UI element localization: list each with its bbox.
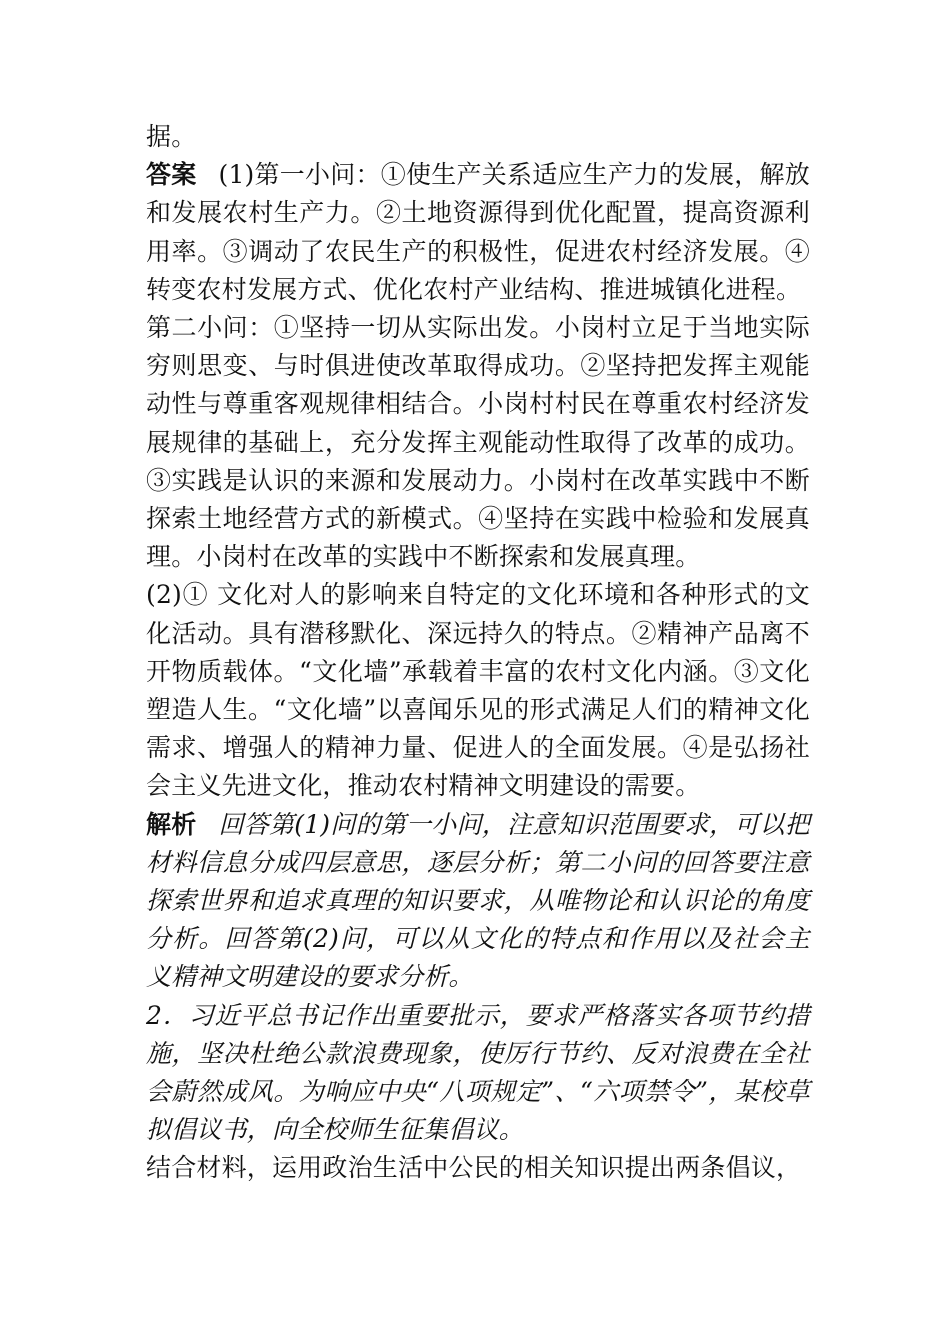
answer-q1-first-part: (1)第一小问：①使生产关系适应生产力的发展，解放和发展农村生产力。②土地资源得到优化配置，提高资源利用率。③调动了农民生产的积极性，促进农村经济发展。④转变农村发展方式、优化农村产业结构、推进城镇化进程。 — [146, 160, 810, 304]
paragraph-continuation: 据。 — [146, 122, 197, 151]
answer-paragraph — [146, 156, 810, 309]
question-2: 2．习近平总书记作出重要批示，要求严格落实各项节约措施，坚决杜绝公款浪费现象，使厉行节约、反对浪费在全社会蔚然成风。为响应中央“八项规定”、“六项禁令”，某校草拟倡议书，向全校师生征集倡议。 — [146, 1000, 810, 1145]
question-2-prompt: 结合材料，运用政治生活中公民的相关知识提出两条倡议， — [146, 1153, 802, 1183]
analysis-text: 回答第(1)问的第一小问，注意知识范围要求，可以把材料信息分成四层意思，逐层分析；第二小问的回答要注意探索世界和追求真理的知识要求，从唯物论和认识论的角度分析。回答第(2)问，可以从文化的特点和作用以及社会主义精神文明建设的要求分析。 — [146, 809, 810, 992]
analysis-label: 解析 — [146, 809, 197, 839]
document-body — [146, 118, 810, 1188]
answer-q1-second-part: 第二小问：①坚持一切从实际出发。小岗村立足于当地实际穷则思变、与时俱进使改革取得成功。②坚持把发挥主观能动性与尊重客观规律相结合。小岗村村民在尊重农村经济发展规律的基础上，充分发挥主观能动性取得了改革的成功。③实践是认识的来源和发展动力。小岗村在改革实践中不断探索土地经营方式的新模式。④坚持在实践中检验和发展真理。小岗村在改革的实践中不断探索和发展真理。 — [146, 313, 810, 572]
answer-q2: (2)① 文化对人的影响来自特定的文化环境和各种形式的文化活动。具有潜移默化、深远持久的特点。②精神产品离不开物质载体。“文化墙”承载着丰富的农村文化内涵。③文化塑造人生。“文化墙”以喜闻乐见的形式满足人们的精神文化需求、增强人的精神力量、促进人的全面发展。④是弘扬社会主义先进文化，推动农村精神文明建设的需要。 — [146, 580, 810, 801]
answer-label: 答案 — [146, 160, 197, 190]
analysis-paragraph — [146, 806, 810, 997]
